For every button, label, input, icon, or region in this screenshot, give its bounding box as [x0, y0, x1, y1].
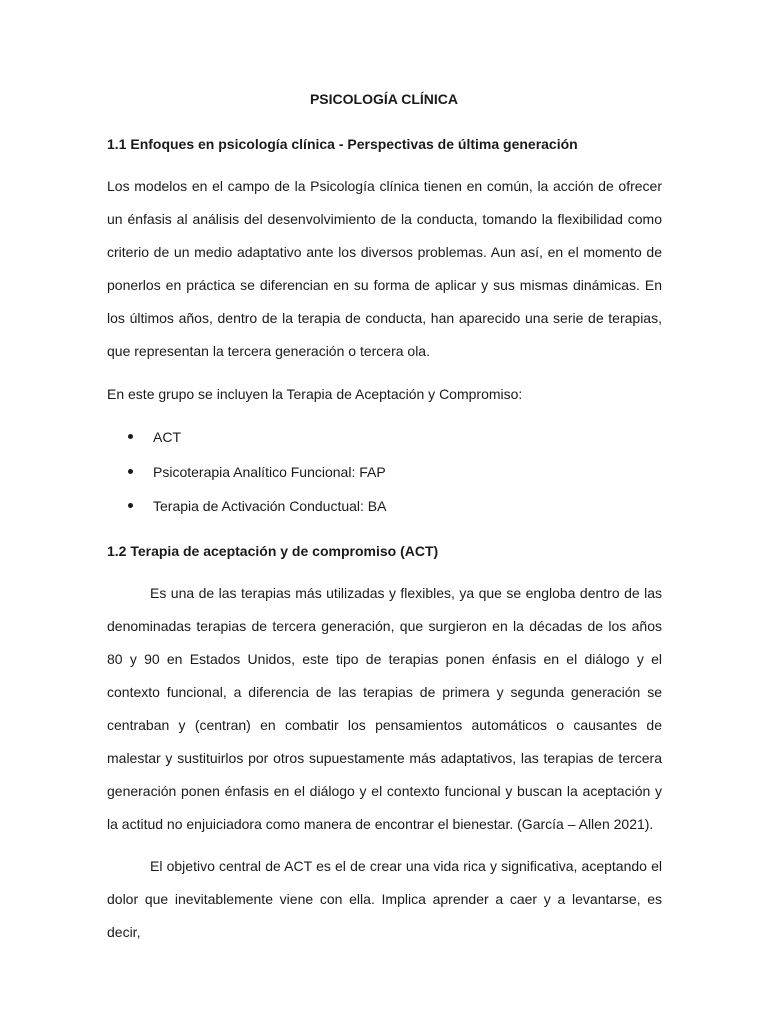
therapy-bullet-list	[128, 430, 386, 534]
list-item: ACT	[128, 430, 386, 465]
list-intro-text: En este grupo se incluyen la Terapia de Aceptación y Compromiso:	[107, 386, 523, 402]
section-2-paragraph-2: El objetivo central de ACT es el de crear una vida rica y significativa, aceptando el dolor que inevitablemente viene con ella. Implica aprender a caer y a levantarse, es decir,	[107, 858, 662, 940]
bullet-icon	[128, 503, 133, 508]
list-item: Terapia de Activación Conductual: BA	[128, 499, 386, 534]
bullet-icon	[128, 434, 133, 439]
section-heading-1-1: 1.1 Enfoques en psicología clínica - Perspectivas de última generación	[107, 136, 578, 152]
list-item: Psicoterapia Analítico Funcional: FAP	[128, 465, 386, 500]
section-2-paragraph-1: Es una de las terapias más utilizadas y flexibles, ya que se engloba dentro de las denominadas terapias de tercera generación, que surgieron en la décadas de los años 80 y 90 en Estados Unidos, este tipo de terapias ponen énfasis en el diálogo y el contexto funcional, a diferencia de las terapias de primera y segunda generación se centraban y (centran) en combatir los pensamientos automáticos o causantes de malestar y sustituirlos por otros supuestamente más adaptativos, las terapias de tercera generación ponen énfasis en el diálogo y el contexto funcional y buscan la aceptación y la actitud no enjuiciadora como manera de encontrar el bienestar. (García – Allen 2021).	[107, 585, 662, 832]
document-title: PSICOLOGÍA CLÍNICA	[309, 91, 459, 107]
section-heading-1-2: 1.2 Terapia de aceptación y de compromiso (ACT)	[107, 543, 439, 559]
section-1-paragraph: Los modelos en el campo de la Psicología clínica tienen en común, la acción de ofrecer un énfasis al análisis del desenvolvimiento de la conducta, tomando la flexibilidad como criterio de un medio adaptativo ante los diversos problemas. Aun así, en el momento de ponerlos en práctica se diferencian en su forma de aplicar y sus mismas dinámicas. En los últimos años, dentro de la terapia de conducta, han aparecido una serie de terapias, que representan la tercera generación o tercera ola.	[107, 178, 662, 359]
bullet-icon	[128, 469, 133, 474]
